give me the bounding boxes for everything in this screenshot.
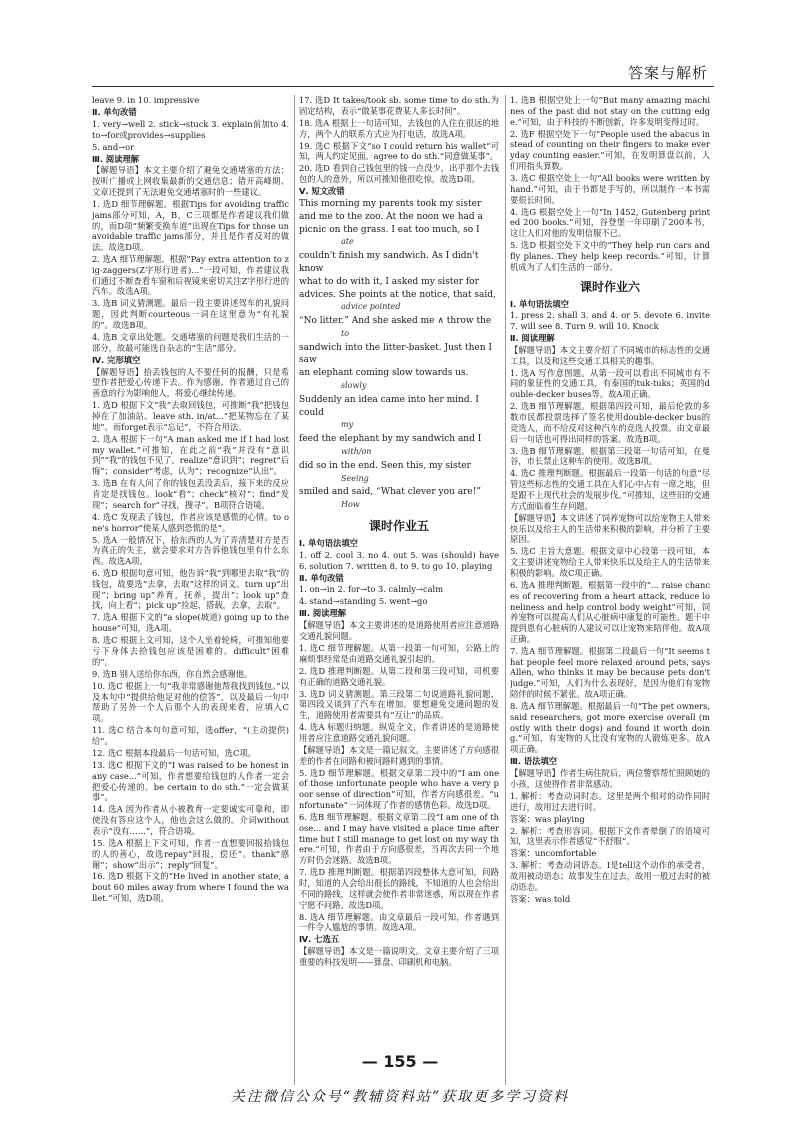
footer-note: 关注微信公众号“教辅资料站”获取更多学习资料 [230,1089,570,1105]
answer-paragraph: 7. 选A 细节理解题。根据第二段最后一句“It seems that people feel more relaxed around pets, says Allen, who thinks it may be because pets don't judge.”可知，人们为什么表现好，是因为他们有宠物陪伴的时候不紧张。故A项正确。 [510,645,710,700]
page-header-title: 答案与解析 [627,64,708,82]
answer-paragraph: 1. 选A 写作意图题。从第一段可以看出不同城市有不同的象征性的交通工具，有泰国的tuk-tuks；英国的double-decker buses等。故A项正确。 [510,367,710,400]
answer-paragraph: 【解题导语】本文讲述了饲养宠物可以给宠物主人带来快乐以及给主人的生活带来积极的影响，并分析了主要原因。 [510,512,710,545]
column-divider [294,95,295,1085]
answer-paragraph: 1. very→well 2. stick→stuck 3. explain前加to 4. to→for或provides→supplies [92,118,289,140]
correction-mark: ate [341,237,354,247]
passage-line: sandwich into the litter-basket. Just then I saw [299,342,492,366]
answer-paragraph: 18. 选A 根据上一句话可知，去钱包的人住在很远的地方，两个人的联系方式应为打电话，故选A项。 [299,117,499,139]
passage-line: “No litter.” And she asked me ∧ throw the [299,316,492,327]
answer-paragraph: 10. 选C 根据上一句“我非常感谢他帮我找到钱包。”以及本句中“提供给他足对他的偿答”，以及最后一句中帮助了另外一个人后那个人的表现来看，应填入C项。 [92,680,289,724]
answer-paragraph: 1. on→in 2. for→to 3. calmly→calm [299,584,444,595]
answer-paragraph: 答案：uncomfortable [510,848,597,859]
section-heading: Ⅱ. 单句改错 [299,572,344,583]
answer-paragraph: 【解题导语】作者生病住院后，两位警察帮忙照顾她的小孩，这使得作者非常感动。 [510,768,710,789]
answer-paragraph: 4. 选C 推理判断题。根据最后一段第一句话的句意“尽管这些标志性的交通工具在人们心中占有一席之地，但是跟不上现代社会的发展步伐。”可推知，这些旧的交通方式面临着生存问题。 [510,468,710,511]
answer-paragraph: 【解题导语】拾丢钱包的人不要任何的报酬，只是希望作者把爱心传递下去。作为感谢，作者通过自己的善意的行为影响他人，将爱心继续传递。 [92,366,289,399]
section-heading: Ⅳ. 七选五 [299,934,340,945]
answers-block [510,95,710,273]
section-heading: Ⅰ. 单句语法填空 [299,538,358,549]
correction-mark: Seeing [341,473,369,483]
answer-paragraph: 14. 选A 因为作者从小被教育一定要诚实可靠和，即使没有答应这个人，他也会这么做的。介词without表示“没有……”，符合语境。 [92,804,289,836]
answer-paragraph: 5. 选D 根据空处下文中的“They help run cars and fly planes. They help keep records.”可知，计算机成为了人们生活的一部分。 [510,240,710,272]
section-heading: Ⅲ. 阅读理解 [299,608,347,619]
answer-paragraph: 1. off 2. cool 3. no 4. out 5. was (should) have 6. solution 7. written 8. to 9. to go 10. playing [299,549,499,571]
column-right [510,95,710,1085]
section-heading: Ⅲ. 语法填空 [510,756,558,767]
correction-mark: slowly [341,381,367,391]
answers-block [299,95,499,197]
section-heading: Ⅱ. 单句改错 [92,106,137,117]
answer-paragraph: 1. press 2. shall 3. and 4. or 5. devote 6. invite 7. will see 8. Turn 9. will 10. Knock [510,310,710,332]
answer-paragraph: 【解题导语】本文主要介绍了避免交通堵塞的方法：按听广播或上网收集最新的交通信息；错开高峰期、文章还提到了无法避免交通堵塞时的一些建议。 [92,165,289,197]
answer-paragraph: 4. stand→standing 5. went→go [299,596,428,607]
correction-mark: advice pointed [341,302,401,312]
section-heading: Ⅲ. 阅读理解 [92,153,140,164]
answer-paragraph: 2. 选F 根据空处下一句“People used the abacus instead of counting on their fingers to make everyday counting easier.”可知，在发明算盘以前，人们用指头算数。 [510,128,710,171]
answer-paragraph: 7. 选A 根据下文的“a slope(坡道) going up to the house”可知，选A项。 [92,612,289,634]
answer-paragraph: 2. 选A 根据下一句“A man asked me if I had lost my wallet.”可推知，在此之前“我”并没有“意识到”“我”的钱包不见了。realize“意识到”；regret“后悔”；consider“考虑，认为”；recognize“认出”。 [92,433,289,477]
answer-paragraph: 3. 解析：考查动词语态。I是tell这个动作的承受者，故用被动语态；故事发生在过去，故用一般过去时的被动语态。 [510,860,710,892]
answer-paragraph: 4. 选A 标题归纳题。纵览全文，作者讲述的是道路使用者应注意道路交通礼貌问题。 [299,722,499,743]
answer-paragraph: 【解题导语】本文是一篇记叙文。主要讲述了方向感很差的作者在问路和被问路时遇到的事情。 [299,744,499,766]
answers-block [510,299,710,905]
answer-paragraph: 11. 选C 结合本句句意可知，选offer，“(主动提供)给”。 [92,725,289,746]
answer-paragraph: 6. 选A 推理判断题。根据第一段中的“... raise chances of recovering from a heart attack, reduce loneliness and help control body weight”可知，饲养宠物可以提高人们从心脏病中康复的可能性。题干中提到患有心脏病的人建议可以让宠物来陪伴他。故A项正确。 [510,579,710,644]
answer-paragraph: 3. 选C 根据空处上一句“All books were written by hand.”可知，由于书都是手写的，所以制作一本书需要很长时间。 [510,172,710,205]
passage-line: what to do with it, I asked my sister for [299,276,479,287]
passage-line: advices. She points at the notice, that said, [299,289,496,300]
column-middle [299,95,499,1085]
answer-paragraph: 8. 选A 细节理解题。由文章最后一段可知，作者遇到一件令人尴尬的事情。故选A项。 [299,911,499,933]
answer-paragraph: 19. 选C 根据下文“so I could return his wallet”可知，两人约定见面。agree to do sth.“同意做某事”。 [299,140,499,162]
answer-paragraph: 4. 选C 发现丢了钱包，作者应该是感慌的心情。to one's horror“使某人感到恐慌的是”。 [92,511,289,533]
error-correction-passage [299,198,499,512]
passage-line: did so in the end. Seen this, my sister [299,460,471,471]
answer-paragraph: 13. 选C 根据下文的“I was raised to be honest in any case...”可知，作者想要给钱包的人作者一定会把爱心传递的。be certain to do sth.“一定会做某事”。 [92,759,289,803]
column-left [92,95,289,1085]
answers-block [299,538,499,968]
correction-mark: my [341,420,354,430]
answer-paragraph: 【解题导语】本文主要讲述的是道路使用者应注意道路交通礼貌问题。 [299,620,499,641]
correction-mark: to [341,328,350,338]
answer-paragraph: 17. 选D It takes/took sb. some time to do sth.为固定结构，表示“做某事花费某人多长时间”。 [299,95,499,116]
answer-paragraph: 2. 选D 推理判断题。从第二段和第三段可知，司机要有正确的道路交通礼貌。 [299,665,499,687]
page-number: — 155 — [361,1052,439,1071]
passage-line: feed the elephant by my sandwich and I [299,434,482,445]
answer-paragraph: 3. 选B 词义猜测题。最后一段主要讲述驾车的礼貌问题，因此判断courteous一词在这里意为“有礼貌的”。故选B项。 [92,298,289,331]
answer-paragraph: 【解题导语】本文主要介绍了不同城市的标志性的交通工具，以及和这些交通工具相关的趣事。 [510,344,710,366]
passage-line: picnic on the grass. I eat too much, so I [299,224,480,235]
correction-mark: with/on [341,447,372,457]
answer-paragraph: 【解题导语】本文是一篇说明文。文章主要介绍了三项重要的科技发明——算盘、印刷机和电脑。 [299,946,499,967]
answer-paragraph: 4. 选B 文章出处题。交通堵塞的问题是我们生活的一部分，故最可能选自杂志的“生活”部分。 [92,332,289,353]
passage-line: Suddenly an idea came into her mind. I could [299,394,479,418]
answer-paragraph: 2. 解析：考查形容词。根据下文作者晕倒了的语境可知，这里表示作者感觉“不舒服”。 [510,825,710,847]
answer-paragraph: 3. 选D 词义猜测题。第三段第二句说道路礼貌问题，第四段又谈到了汽车在增加。要想避免交通问题的发生，道路使用者需要具有“互让”的品质。 [299,688,499,721]
answer-paragraph: 答案：was told [510,893,571,904]
answer-paragraph: 8. 选C 根据上文可知，这个人坐着轮椅，可推知他要亏下身体去拾钱包应该是困难的。difficult“困难的”。 [92,635,289,667]
column-divider [505,95,506,1085]
section-heading: Ⅰ. 单句语法填空 [510,298,569,309]
answer-paragraph: 12. 选C 根据本段最后一句话可知，选C项。 [92,747,256,758]
answer-paragraph: 答案：was playing [510,813,585,824]
passage-line: smiled and said, “What clever you are!” [299,487,481,498]
answer-paragraph: 7. 选D 推理判断题。根据第四段整体大意可知，问路时，知道的人会给出很长的路线，不知道的人也会给出不同的路线，这样就会使作者非常迷惑，所以现在作者宁愿不问路。故选D项。 [299,867,499,910]
passage-line: This morning my parents took my sister [299,198,482,209]
answer-paragraph: 3. 选B 细节理解题。根据第三段第一句话可知，在曼谷，市长禁止这种车的使用。故选B项。 [510,445,710,467]
lesson-heading: 课时作业五 [368,519,429,534]
header-rule [92,86,714,87]
answer-paragraph: 6. 选B 细节理解题。根据文章第二段“I am one of those... and I may have visited a place time after time but I still manage to get lost on my way there.”可知，作者由于方向感很差，当再次去同一个地方时仍会迷路。故选B项。 [299,812,499,866]
answer-paragraph: 1. 选D 细节理解题。根据Tips for avoiding traffic jams部分可知，A，B，C三项都是作者建议我们做的，而D项“频繁变换车道”出现在Tips for those unavoidable traffic jams部分，并且是作者反对的做法。故选D项。 [92,198,289,253]
answer-paragraph: 5. 选D 细节理解题。根据文章第二段中的“I am one of those unfortunate people who have a very poor sense of direction”可知，作者方向感很差。“unfortunate”一词体现了作者的感情色彩。故选D项。 [299,767,499,811]
answer-paragraph: 1. 选C 细节理解题。从第一段第一句可知，公路上的麻烦事经常是由道路交通礼貌引起的。 [299,642,499,664]
answer-paragraph: 2. 选A 细节理解题。根据“Pay extra attention to zig-zaggers(Z字形行进者)...”一段可知，作者建议我们通过不断查看车窗和后视镜来密切关注Z字形行进的汽车。故选A项。 [92,254,289,297]
passage-line: and me to the zoo. At the noon we had a [299,211,483,222]
section-heading: Ⅱ. 阅读理解 [510,333,555,344]
correction-mark: How [341,500,360,510]
passage-line: an elephant coming slow towards us. [299,368,469,379]
section-heading: Ⅳ. 完形填空 [92,354,141,365]
answer-paragraph: 4. 选G 根据空处上一句“In 1452, Gutenberg printed 200 books.”可知，谷登堡一年印刷了200本书，这让人们对他的发明信服不已。 [510,206,710,239]
answer-paragraph: 5. 选C 主旨大意题。根据文章中心段第一段可知，本文主要讲述宠物给主人带来快乐以及给主人的生活带来积极的影响。故C项正确。 [510,546,710,578]
answer-paragraph: 5. and→or [92,141,135,152]
answer-paragraph: 3. 选B 在有人问了你的钱包丢没丢后，接下来的反应肯定是找钱包。look“看”；check“核对”；find“发现”；search for“寻找，搜寻”。B项符合语境。 [92,478,289,510]
answer-paragraph: 6. 选D 根据句意可知，他告诉“我”到哪里去取“我”的钱包，故要选“去拿，去取”这样的词义。turn up“出现”；bring up“养育，抚养，提出”；look up“查找，向上看”；pick up“捡起，搭载，去拿，去取”。 [92,568,289,611]
answer-paragraph: 16. 选D 根据下文的“He lived in another state, about 60 miles away from where I found the wallet.”可知，选D项。 [92,871,289,904]
answer-paragraph: 20. 选D 看到自己钱包里的钱一点没少，出乎那个去钱包的人的意外，所以可推知他很吃惊，故选D项。 [299,163,499,185]
answer-paragraph: 9. 选B 别人送给你东西，你自然会感谢他。 [92,668,253,679]
answer-paragraph: 5. 选A 一般情况下，拾东西的人为了弄清楚对方是否为真正的失主，就会要求对方告诉他钱包里有什么东西。故选A项。 [92,534,289,567]
answer-paragraph: 15. 选A 根据上下文可知，作者一直想要回报拾钱包的人的善心，故选repay“回报，偿还”。thank“感谢”；show“出示”；reply“回复”。 [92,837,289,870]
lesson-heading: 课时作业六 [579,279,640,294]
answer-paragraph: 1. 选B 根据空处上一句“But many amazing machines of the past did not stay on the cutting edge.”可知，由于科技的不断创新，许多发明变得过时。 [510,95,710,127]
section-heading: Ⅴ. 短文改错 [299,186,345,197]
answer-paragraph: 1. 选D 根据下文“我”去取回钱包，可推断“我”把钱包掉在了加油站。leave sth. in/at...“把某物忘在了某地”。而forget表示“忘记”，不符合用法。 [92,400,289,432]
answer-paragraph: 2. 选B 细节理解题。根据第四段可知，最后伦敦的多数市民都投票选择了签名使用double-decker bus的竞选人，而不给反对这种汽车的竞选人投票。由文章最后一句话也可得出同样的答案。故选B项。 [510,401,710,444]
answer-paragraph: leave 9. in 10. impressive [92,95,200,105]
passage-line: couldn't finish my sandwich. As I didn't know [299,251,479,274]
answer-paragraph: 8. 选A 细节理解题。根据最后一句“The pet owners, said researchers, got more exercise overall (mostly with their dogs) and found it worth doing.”可知，有宠物的人比没有宠物的人锻炼更多。故A项正确。 [510,701,710,755]
answer-paragraph: 1. 解析：考查动词时态。这里是两个相对的动作同时进行，故用过去进行时。 [510,790,710,812]
